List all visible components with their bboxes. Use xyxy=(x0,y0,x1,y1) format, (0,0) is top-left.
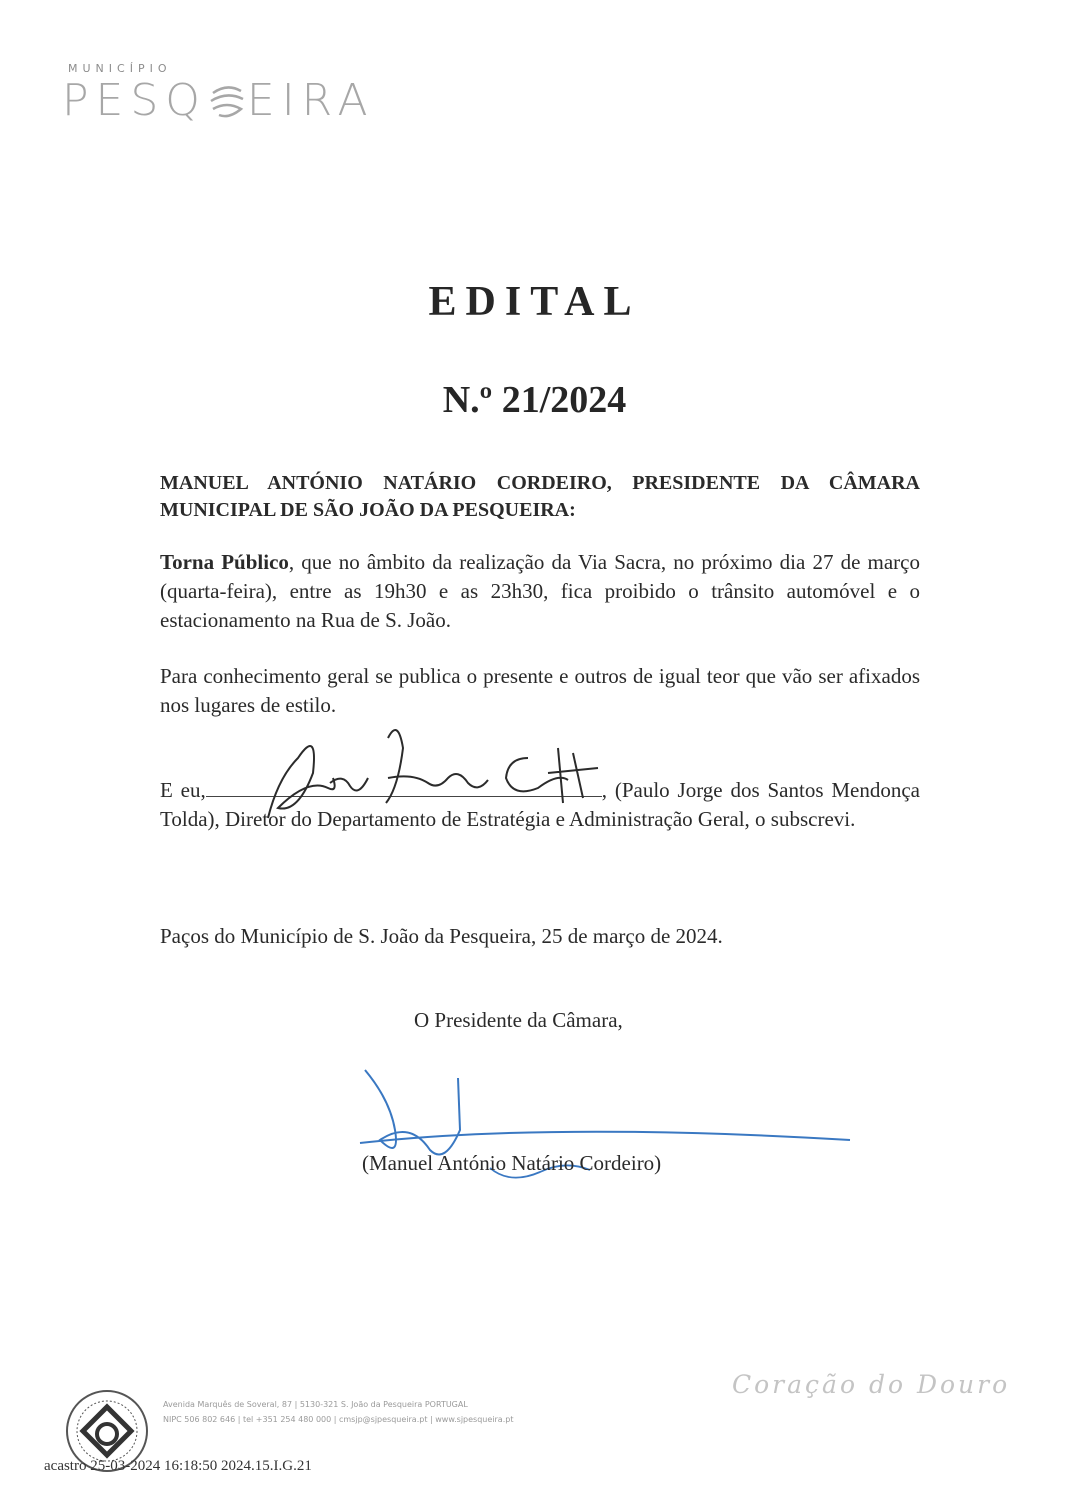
closing-title: O Presidente da Câmara, xyxy=(414,1008,623,1032)
announcement-lead: Torna Público xyxy=(160,550,289,574)
logo-wordmark-right: EIRA xyxy=(246,75,375,126)
logo-wordmark xyxy=(62,77,375,125)
document-reference: acastro 25-03-2024 16:18:50 2024.15.I.G.21 xyxy=(44,1458,312,1474)
footer-contact-line: NIPC 506 802 646 | tel +351 254 480 000 | cmsjp@sjpesqueira.pt | www.sjpesqueira.pt xyxy=(163,1415,514,1424)
publication-paragraph: Para conhecimento geral se publica o presente e outros de igual teor que vão ser afixados nos lugares de estilo. xyxy=(160,664,920,717)
document-title: EDITAL xyxy=(428,279,641,325)
announcement-paragraph xyxy=(160,548,920,635)
municipality-logo xyxy=(62,62,375,125)
place-date: Paços do Município de S. João da Pesqueira, 25 de março de 2024. xyxy=(160,924,723,948)
subscriber-lead: E eu, xyxy=(160,778,206,802)
logo-river-icon xyxy=(207,79,247,123)
footer-address xyxy=(163,1397,513,1427)
subscriber-text: , (Paulo Jorge dos Santos Mendonça Tolda), Diretor do Departamento de Estratégia e Administração Geral, o subscrevi. xyxy=(160,778,920,831)
document-number: N.º 21/2024 xyxy=(442,379,627,421)
president-name: (Manuel António Natário Cordeiro) xyxy=(362,1151,662,1175)
douro-slogan: Coração do Douro xyxy=(732,1370,1011,1399)
director-signature xyxy=(238,718,618,828)
issuer-heading: MANUEL ANTÓNIO NATÁRIO CORDEIRO, PRESIDENTE DA CÂMARA MUNICIPAL DE SÃO JOÃO DA PESQUEIRA: xyxy=(160,472,920,521)
footer-address-line: Avenida Marquês de Soveral, 87 | 5130-321 S. João da Pesqueira PORTUGAL xyxy=(163,1400,468,1409)
announcement-text: , que no âmbito da realização da Via Sacra, no próximo dia 27 de março (quarta-feira), entre as 19h30 e as 23h30, fica proibido o trânsito automóvel e o estacionamento na Rua de S. João. xyxy=(160,550,920,632)
logo-municipio-label: MUNICÍPIO xyxy=(68,62,172,75)
logo-wordmark-left: PESQ xyxy=(62,75,207,126)
